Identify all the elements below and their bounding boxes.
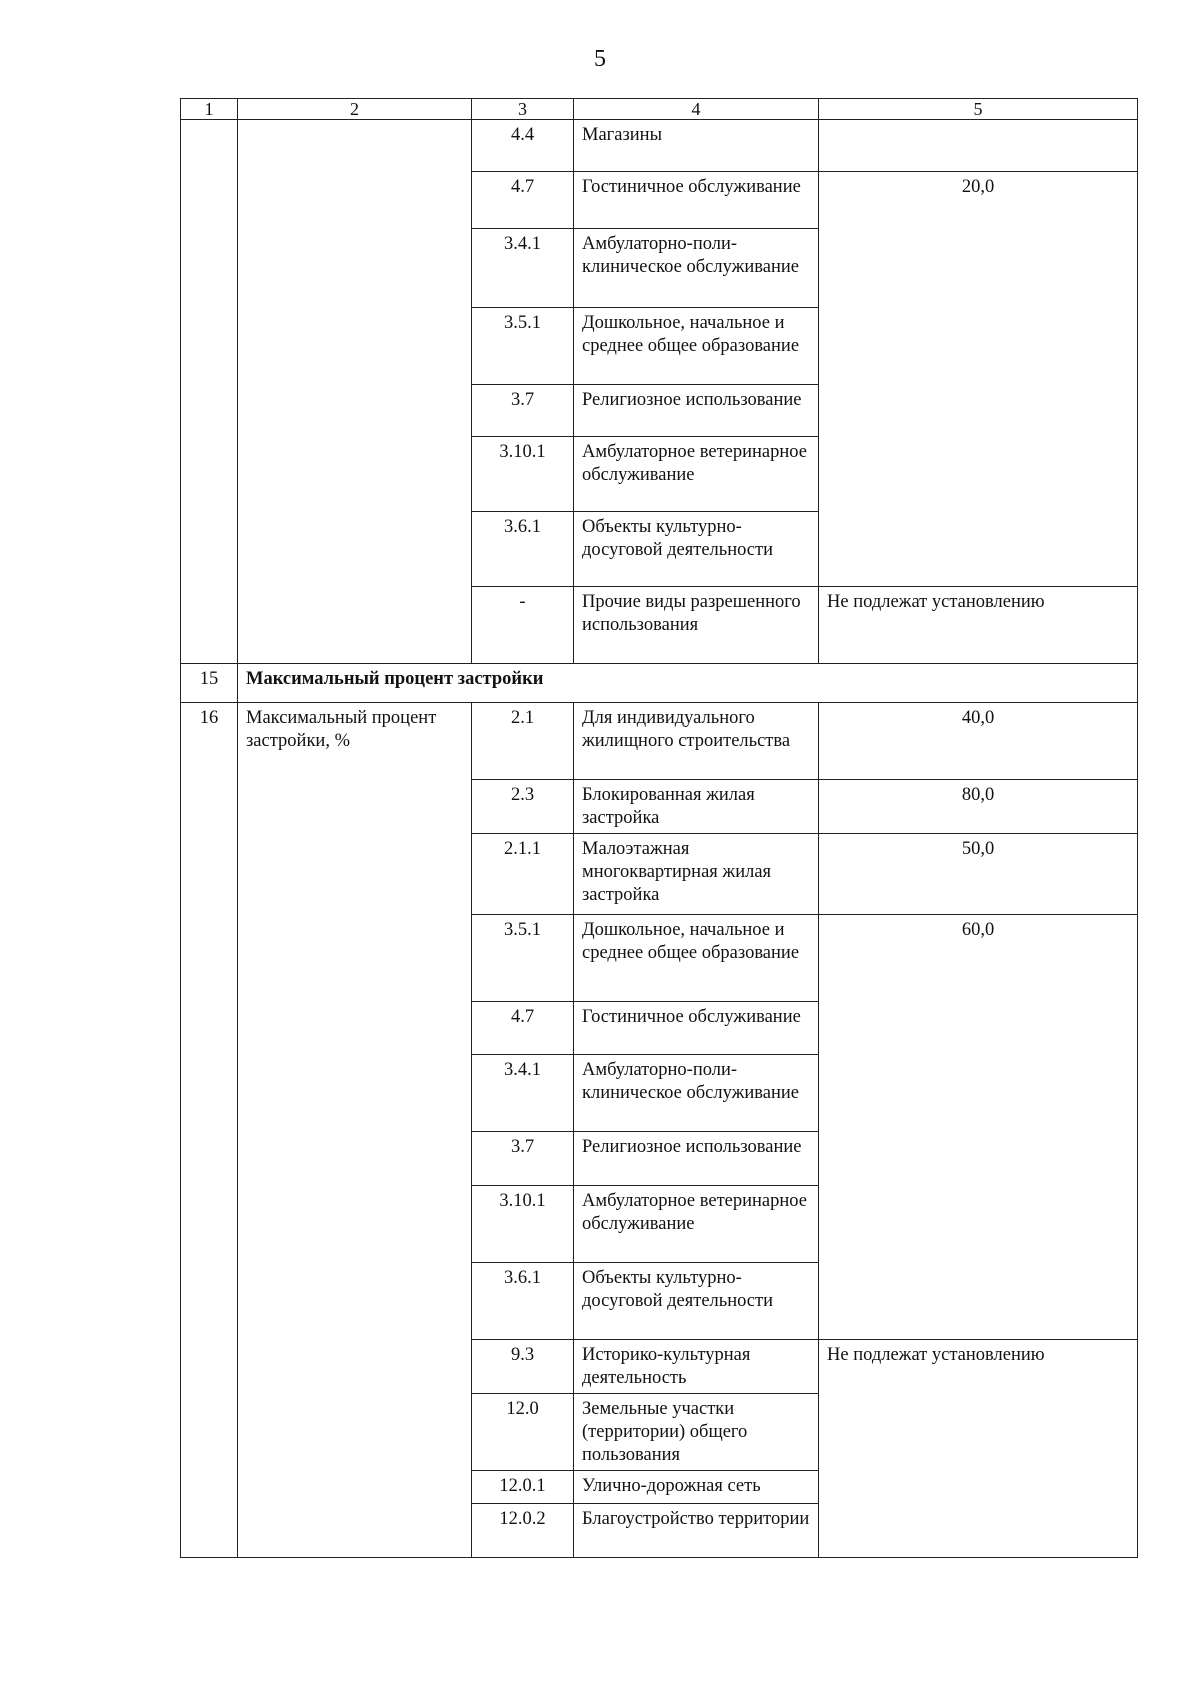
value-cell: Не подлежат установлению xyxy=(819,587,1138,664)
use-code: 2.3 xyxy=(472,780,574,834)
table-header-row xyxy=(181,99,1138,120)
use-code: 3.5.1 xyxy=(472,915,574,1002)
use-code: 3.6.1 xyxy=(472,512,574,587)
use-code: 3.4.1 xyxy=(472,1055,574,1132)
value-cell: 80,0 xyxy=(819,780,1138,834)
parameter-label: Максимальный процент застройки, % xyxy=(238,703,472,1558)
use-code: 4.7 xyxy=(472,1002,574,1055)
use-name: Амбулаторно-поли-клиническое обслуживание xyxy=(574,1055,819,1132)
value-cell: 60,0 xyxy=(819,915,1138,1340)
value-cell: 20,0 xyxy=(819,172,1138,587)
use-name: Улично-дорожная сеть xyxy=(574,1471,819,1504)
header-col-5: 5 xyxy=(819,99,1138,120)
use-name: Религиозное использование xyxy=(574,385,819,437)
use-name: Объекты культурно-досуговой деятельности xyxy=(574,1263,819,1340)
use-code: 9.3 xyxy=(472,1340,574,1394)
use-code: 12.0.1 xyxy=(472,1471,574,1504)
row-number-cell xyxy=(181,120,238,664)
use-name: Магазины xyxy=(574,120,819,172)
regulations-table xyxy=(180,98,1138,1558)
use-name: Для индивидуального жилищного строительства xyxy=(574,703,819,780)
use-name: Объекты культурно-досуговой деятельности xyxy=(574,512,819,587)
use-code: 12.0.2 xyxy=(472,1504,574,1558)
use-name: Амбулаторное ветеринарное обслуживание xyxy=(574,437,819,512)
header-col-2: 2 xyxy=(238,99,472,120)
use-name: Малоэтажная многоквартирная жилая застройка xyxy=(574,834,819,915)
use-name: Благоустройство территории xyxy=(574,1504,819,1558)
use-code: 3.10.1 xyxy=(472,1186,574,1263)
use-code: 3.5.1 xyxy=(472,308,574,385)
use-code: 2.1.1 xyxy=(472,834,574,915)
value-cell xyxy=(819,120,1138,172)
use-name: Амбулаторно-поли-клиническое обслуживание xyxy=(574,229,819,308)
use-name: Дошкольное, начальное и среднее общее образование xyxy=(574,915,819,1002)
header-col-1: 1 xyxy=(181,99,238,120)
value-cell: 40,0 xyxy=(819,703,1138,780)
use-code: 3.7 xyxy=(472,1132,574,1186)
row-number: 16 xyxy=(181,703,238,1558)
use-name: Дошкольное, начальное и среднее общее образование xyxy=(574,308,819,385)
page-number: 5 xyxy=(594,46,606,72)
use-code: 3.10.1 xyxy=(472,437,574,512)
row-number: 15 xyxy=(181,664,238,703)
use-code: 3.7 xyxy=(472,385,574,437)
value-cell: 50,0 xyxy=(819,834,1138,915)
section-row xyxy=(181,664,1138,703)
value-cell: Не подлежат установлению xyxy=(819,1340,1138,1558)
use-code: 4.7 xyxy=(472,172,574,229)
parameter-cell xyxy=(238,120,472,664)
use-code: 3.4.1 xyxy=(472,229,574,308)
use-name: Религиозное использование xyxy=(574,1132,819,1186)
use-code: 2.1 xyxy=(472,703,574,780)
use-code: - xyxy=(472,587,574,664)
header-col-3: 3 xyxy=(472,99,574,120)
use-name: Гостиничное обслуживание xyxy=(574,1002,819,1055)
use-name: Амбулаторное ветеринарное обслуживание xyxy=(574,1186,819,1263)
table-row xyxy=(181,703,1138,780)
header-col-4: 4 xyxy=(574,99,819,120)
section-title: Максимальный процент застройки xyxy=(238,664,1138,703)
table-row xyxy=(181,120,1138,172)
use-code: 12.0 xyxy=(472,1394,574,1471)
use-name: Гостиничное обслуживание xyxy=(574,172,819,229)
use-name: Земельные участки (территории) общего пользования xyxy=(574,1394,819,1471)
use-name: Блокированная жилая застройка xyxy=(574,780,819,834)
use-code: 4.4 xyxy=(472,120,574,172)
use-name: Историко-культурная деятельность xyxy=(574,1340,819,1394)
use-name: Прочие виды разрешенного использования xyxy=(574,587,819,664)
use-code: 3.6.1 xyxy=(472,1263,574,1340)
